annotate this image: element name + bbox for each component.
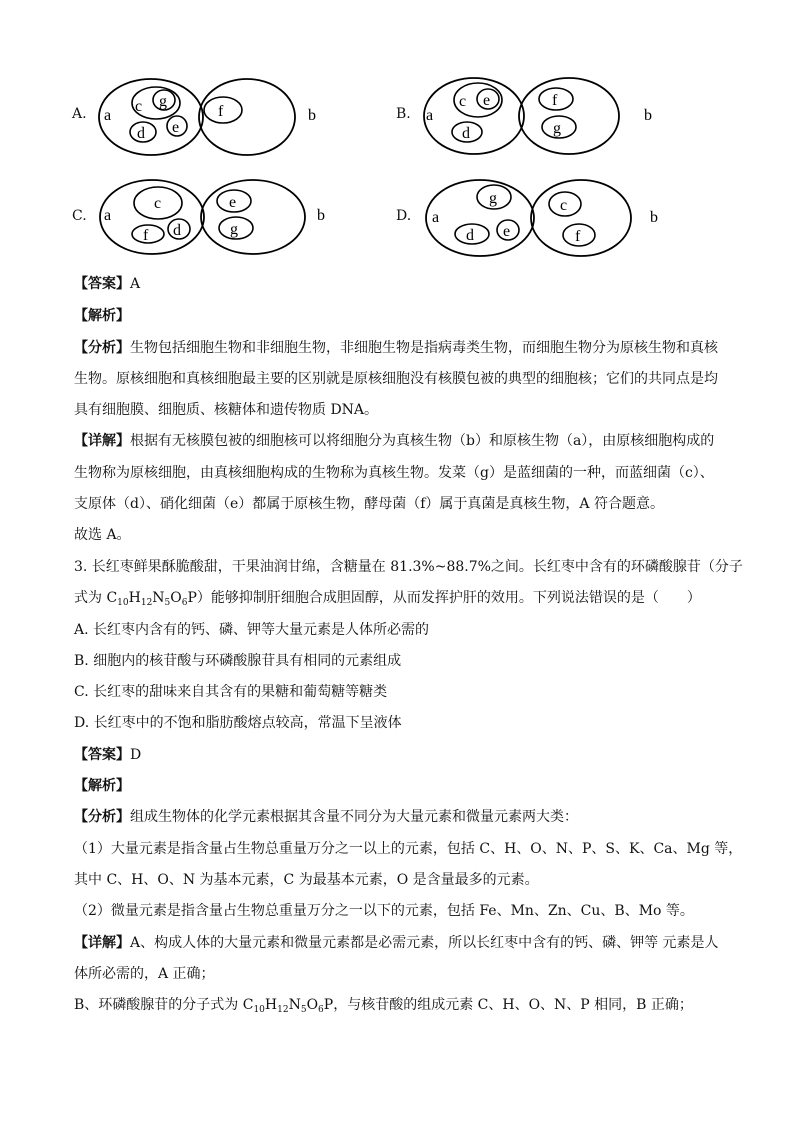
label-b: b <box>317 207 325 224</box>
paragraph-line: 具有细胞膜、细胞质、核糖体和遗传物质 DNA。 <box>74 402 379 418</box>
label-c: c <box>560 197 568 214</box>
label-a: a <box>104 207 112 224</box>
q3-option-a: A. 长红枣内含有的钙、磷、钾等大量元素是人体所必需的 <box>74 622 430 638</box>
label-c: c <box>154 195 162 212</box>
q3-option-c: C. 长红枣的甜味来自其含有的果糖和葡萄糖等糖类 <box>74 684 388 700</box>
label-f: f <box>575 228 581 245</box>
q2-xiangjie: 【详解】根据有无核膜包被的细胞核可以将细胞分为真核生物（b）和原核生物（a），由原核细胞构成的 <box>74 433 715 449</box>
label-g: g <box>489 190 497 207</box>
option-letter: C. <box>72 208 87 224</box>
label-d: d <box>462 125 470 142</box>
option-letter: A. <box>72 106 87 122</box>
label-a: a <box>432 209 440 226</box>
q3-analysis-title: 【解析】 <box>74 778 130 794</box>
label-f: f <box>143 227 149 244</box>
q3-fenxi: 【分析】组成生物体的化学元素根据其含量不同分为大量元素和微量元素两大类： <box>74 809 578 825</box>
q3-xiangjie: 【详解】A、构成人体的大量元素和微量元素都是必需元素，所以长红枣中含有的钙、磷、钾等 元素是人 <box>74 935 719 951</box>
label-a: a <box>426 107 434 124</box>
paragraph-line: 生物称为原核细胞，由真核细胞构成的生物称为真核生物。发菜（g）是蓝细菌的一种，而蓝细菌（c）、 <box>74 465 714 481</box>
label-f: f <box>552 92 558 109</box>
option-letter: B. <box>396 106 411 122</box>
label-d: d <box>137 125 145 142</box>
label-g: g <box>159 93 167 110</box>
paragraph-line: （1）大量元素是指含量占生物总重量万分之一以上的元素，包括 C、H、O、N、P、S、K、Ca、Mg 等， <box>74 841 743 857</box>
label-b: b <box>644 107 652 124</box>
q3-xiangjie-b: B、环磷酸腺苷的分子式为 $C_{10}H_{12}N_5O_6P$，与核苷酸的组成元素 C、H、O、N、P 相同，B 正确； <box>74 997 693 1015</box>
venn-diagram <box>424 178 674 260</box>
paragraph-line: 支原体（d）、硝化细菌（e）都属于原核生物，酵母菌（f）属于真菌是真核生物，A 符合题意。 <box>74 496 664 512</box>
venn-diagram <box>98 76 328 158</box>
paragraph-line: 体所必需的，A 正确； <box>74 966 215 982</box>
q3-option-b: B. 细胞内的核苷酸与环磷酸腺苷具有相同的元素组成 <box>74 653 402 669</box>
label-g: g <box>553 120 561 137</box>
q2-answer: 【答案】A <box>74 276 141 292</box>
q3-stem-cont: 式为 $C_{10}H_{12}N_5O_6P$）能够抑制肝细胞合成胆固醇，从而发挥护肝的效用。下列说法错误的是（ ） <box>74 590 701 608</box>
label-e: e <box>229 194 237 211</box>
paragraph-line: 生物。原核细胞和真核细胞最主要的区别就是原核细胞没有核膜包被的典型的细胞核；它们的共同点是均 <box>74 371 718 387</box>
q2-conclusion: 故选 A。 <box>74 527 131 543</box>
venn-diagram <box>422 76 662 160</box>
label-g: g <box>230 221 238 238</box>
q2-fenxi: 【分析】生物包括细胞生物和非细胞生物，非细胞生物是指病毒类生物，而细胞生物分为原核生物和真核 <box>74 340 718 356</box>
paragraph-line: （2）微量元素是指含量占生物总重量万分之一以下的元素，包括 Fe、Mn、Zn、Cu、B、Mo 等。 <box>74 903 694 919</box>
q3-stem: 3. 长红枣鲜果酥脆酸甜，干果油润甘绵，含糖量在 81.3%~88.7%之间。长红枣中含有的环磷酸腺苷（分子 <box>74 559 743 575</box>
q2-analysis-title: 【解析】 <box>74 308 130 324</box>
label-c: c <box>135 98 143 115</box>
label-b: b <box>650 209 658 226</box>
q3-option-d: D. 长红枣中的不饱和脂肪酸熔点较高，常温下呈液体 <box>74 715 402 731</box>
label-e: e <box>483 92 491 109</box>
venn-diagram <box>98 176 338 258</box>
label-d: d <box>173 222 181 239</box>
label-a: a <box>104 107 112 124</box>
q3-answer: 【答案】D <box>74 747 142 763</box>
label-c: c <box>459 93 467 110</box>
label-e: e <box>172 119 180 136</box>
paragraph-line: 其中 C、H、O、N 为基本元素，C 为最基本元素，O 是含量最多的元素。 <box>74 872 539 888</box>
label-e: e <box>503 223 511 240</box>
label-b: b <box>308 107 316 124</box>
label-d: d <box>466 227 474 244</box>
label-f: f <box>218 103 224 120</box>
option-letter: D. <box>396 208 412 224</box>
